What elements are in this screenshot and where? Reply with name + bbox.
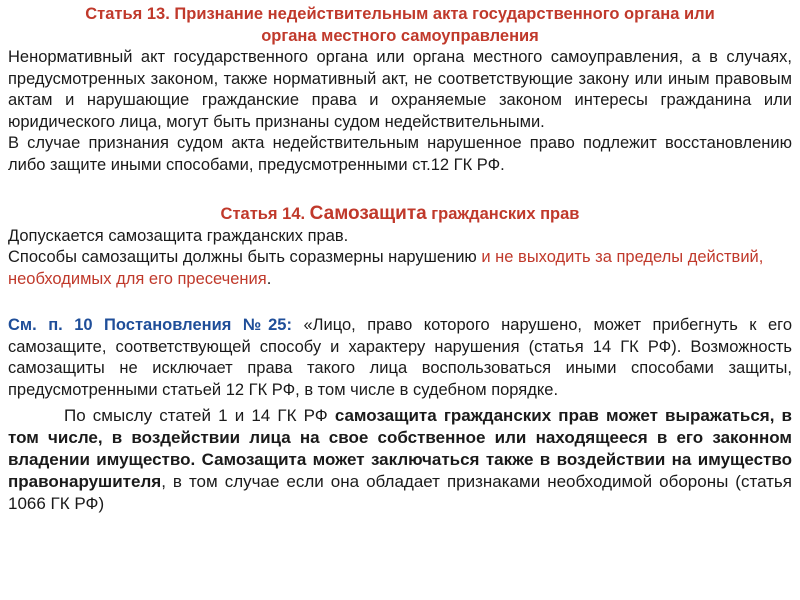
article-13-paragraph-1: Ненормативный акт государственного органа или органа местного самоуправления, а в случаях, предусмотренных законом, также нормативный акт, не соответствующие закону или иным правовым актам и нарушающие гражданские права и охраняемые законом интересы гражданина или юридического лица, могут быть признаны судом недействительными. xyxy=(8,48,792,131)
article-13-title-line2: органа местного самоуправления xyxy=(261,26,539,45)
article-14-title-prefix: Статья 14. xyxy=(220,205,306,223)
ruling-paragraph-2-end: , в том случае если она обладает признаками необходимой обороны (статья 1066 ГК РФ) xyxy=(8,472,792,513)
ruling-paragraph-2 xyxy=(8,405,792,515)
slide-text xyxy=(8,0,792,515)
ruling-quote: «Лицо, право которого нарушено, может прибегнуть к его самозащите, соответствующей способу и характеру нарушения (статья 14 ГК РФ). Возможность самозащиты не исключает права такого лица воспользоваться иными способами защиты, предусмотренными статьей 12 ГК РФ, в том числе в судебном порядке. xyxy=(8,316,792,399)
article-14-paragraph-2 xyxy=(8,247,792,290)
ruling-paragraph-2-start: По смыслу статей 1 и 14 ГК РФ xyxy=(64,406,335,425)
article-14-title-main: Самозащита xyxy=(309,203,427,224)
ruling-paragraph-1 xyxy=(8,315,792,401)
article-13-title xyxy=(8,4,792,47)
article-14-paragraph-2-plain: Способы самозащиты должны быть соразмерны нарушению xyxy=(8,248,477,266)
article-14-paragraph-1: Допускается самозащита гражданских прав. xyxy=(8,226,349,245)
ruling-reference-label: См. п. 10 Постановления №25: xyxy=(8,316,292,334)
article-13-title-line1: Статья 13. Признание недействительным акта государственного органа или xyxy=(85,5,715,23)
article-14-title-suffix: гражданских прав xyxy=(431,205,580,223)
article-14-paragraph-2-end: . xyxy=(266,269,272,288)
article-13-paragraph-2: В случае признания судом акта недействительным нарушенное право подлежит восстановлению либо защите иными способами, предусмотренными ст.12 ГК РФ. xyxy=(8,134,792,174)
article-14-title xyxy=(8,203,792,226)
article-14-paragraph-2-highlight: и не выходить за пределы действий, необходимых для его пресечения xyxy=(8,248,764,288)
ruling-paragraph-2-bold: самозащита гражданских прав может выражаться, в том числе, в воздействии лица на свое собственное или находящееся в его законном владении имущество. Самозащита может заключаться также в воздействии на имущество правонарушителя xyxy=(8,406,793,491)
